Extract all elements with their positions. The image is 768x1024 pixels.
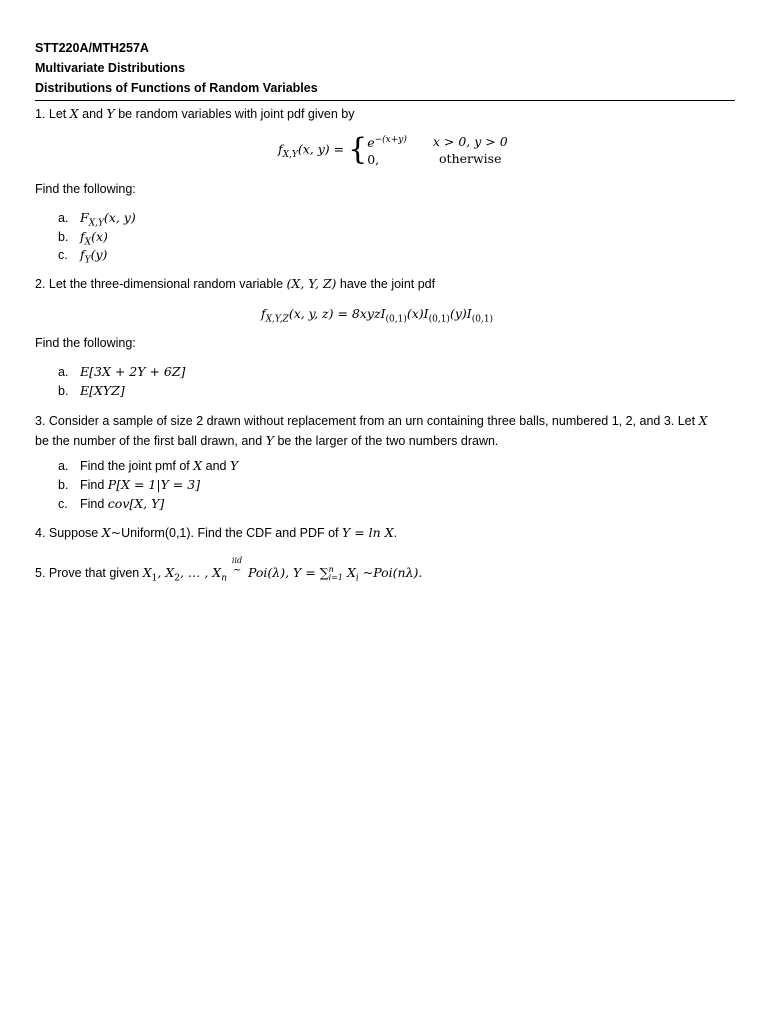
topic-title: Distributions of Functions of Random Variables xyxy=(35,81,318,95)
left-brace: { xyxy=(348,132,368,168)
q3-item-a: a. Find the joint pmf of X and Y xyxy=(58,458,239,473)
q2-find-label: Find the following: xyxy=(35,336,136,350)
document-page xyxy=(35,38,735,584)
q1-intro: 1. Let X and Y be random variables with joint pdf given by xyxy=(35,106,355,121)
pdf-cases: $e^{-(x+y)}$ 0, xyxy=(367,135,407,168)
q3-intro: 3. Consider a sample of size 2 drawn without replacement from an urn containing three balls, numbered 1, 2, and 3. Let X be the number of the first ball drawn, and Y be the larger of the two numbers drawn. xyxy=(35,413,708,448)
q1-item-a: a. $F_{X,Y}(x$, y) xyxy=(58,210,136,229)
pdf-conditions: x > 0, y > 0 otherwise xyxy=(432,134,508,167)
header-divider xyxy=(35,100,735,101)
q2-item-a: a. E[3X + 2Y + 6Z] xyxy=(58,364,186,379)
q5-text: 5. Prove that given $X_1$, $X_2$, … , $X_n$ iid ~ Poi(λ), Y = ∑ n i=1 $X_i$ ~Poi(nλ). xyxy=(35,556,423,584)
q2-pdf-equation: $f_{X,Y,Z}(x$, y, $z) = 8xyzI_{(0,1)}(x)I_{(0,1)}(y)I_{(0,1)}$ xyxy=(261,306,494,325)
q1-pdf-equation: $f_{X,Y}(x$, $y) = \{e^{-(x+y)}$ 0,x > 0, y > 0 otherwise xyxy=(278,132,508,168)
q2-intro: 2. Let the three-dimensional random variable (X, Y, Z) have the joint pdf xyxy=(35,276,436,291)
q2-item-b: b. E[XYZ] xyxy=(58,383,125,398)
sum-limits: n i=1 xyxy=(328,564,343,582)
q3-item-c: c. Find cov[X, Y] xyxy=(58,496,165,511)
q1-item-b: b. $f_X(x)$ xyxy=(58,229,108,248)
q1-item-c: c. $f_Y(y)$ xyxy=(58,247,108,266)
subject-title: Multivariate Distributions xyxy=(35,61,186,75)
q3-item-b: b. Find P[X = 1|Y = 3] xyxy=(58,477,201,492)
q4-text: 4. Suppose X~Uniform(0,1). Find the CDF and PDF of Y = ln X. xyxy=(35,525,398,540)
header xyxy=(35,38,735,101)
course-code: STT220A/MTH257A xyxy=(35,41,149,55)
iid-tilde-symbol: iid ~ xyxy=(231,556,243,576)
q1-find-label: Find the following: xyxy=(35,182,136,196)
